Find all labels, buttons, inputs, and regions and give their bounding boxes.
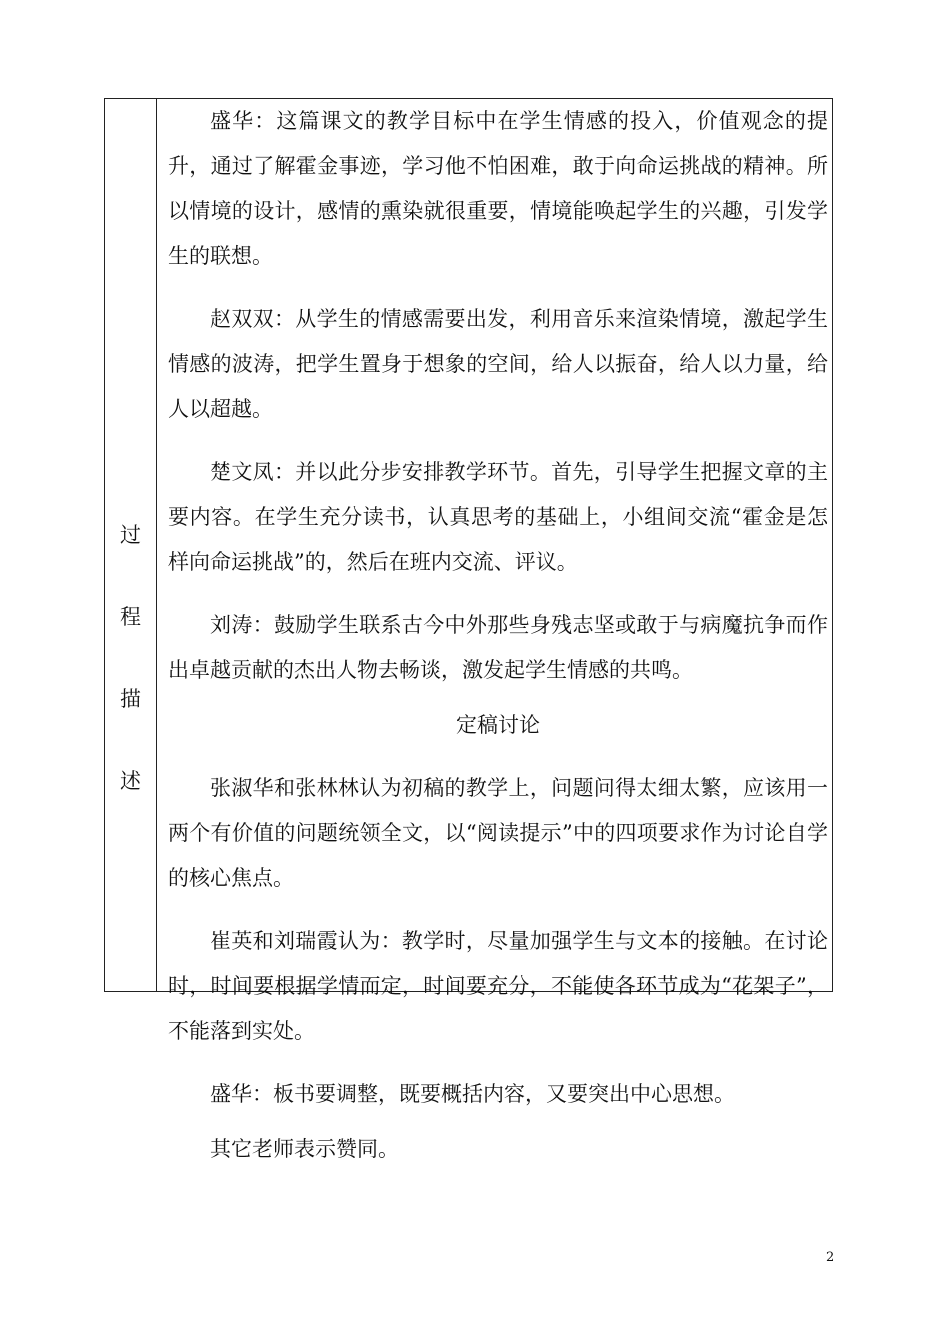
column-divider — [156, 99, 157, 991]
paragraph-shenghua-board: 盛华：板书要调整，既要概括内容，又要突出中心思想。 — [210, 1082, 735, 1106]
label-char-2: 程 — [120, 605, 141, 629]
record-table — [104, 98, 833, 1161]
label-char-4: 述 — [120, 769, 141, 793]
label-char-1: 过 — [120, 523, 141, 547]
paragraph-others-agree: 其它老师表示赞同。 — [210, 1137, 399, 1161]
paragraph-cuiying: 崔英和刘瑞霞认为：教学时，尽量加强学生与文本的接触。在讨论时，时间要根据学情而定，时间要充分，不能使各环节成为“花架子”，不能落到实处。 — [168, 929, 828, 1043]
label-char-3: 描 — [120, 687, 141, 711]
paragraph-zhaoshuangshuang: 赵双双：从学生的情感需要出发，利用音乐来渲染情境，激起学生情感的波涛，把学生置身于想象的空间，给人以振奋，给人以力量，给人以超越。 — [168, 307, 828, 421]
paragraph-chuwenfeng: 楚文凤：并以此分步安排教学环节。首先，引导学生把握文章的主要内容。在学生充分读书，认真思考的基础上，小组间交流“霍金是怎样向命运挑战”的，然后在班内交流、评议。 — [168, 460, 828, 574]
paragraph-shenghua: 盛华：这篇课文的教学目标中在学生情感的投入，价值观念的提升，通过了解霍金事迹，学习他不怕困难，敢于向命运挑战的精神。所以情境的设计，感情的熏染就很重要，情境能唤起学生的兴趣，引发学生的联想。 — [168, 109, 828, 268]
process-description — [168, 99, 828, 1190]
page-number: 2 — [826, 1250, 835, 1265]
paragraph-liutao: 刘涛：鼓励学生联系古今中外那些身残志坚或敢于与病魔抗争而作出卓越贡献的杰出人物去畅谈，激发起学生情感的共鸣。 — [168, 613, 828, 682]
section-heading: 定稿讨论 — [456, 713, 540, 737]
paragraph-zhangshuhua: 张淑华和张林林认为初稿的教学上，问题问得太细太繁，应该用一两个有价值的问题统领全文，以“阅读提示”中的四项要求作为讨论自学的核心焦点。 — [168, 776, 828, 890]
